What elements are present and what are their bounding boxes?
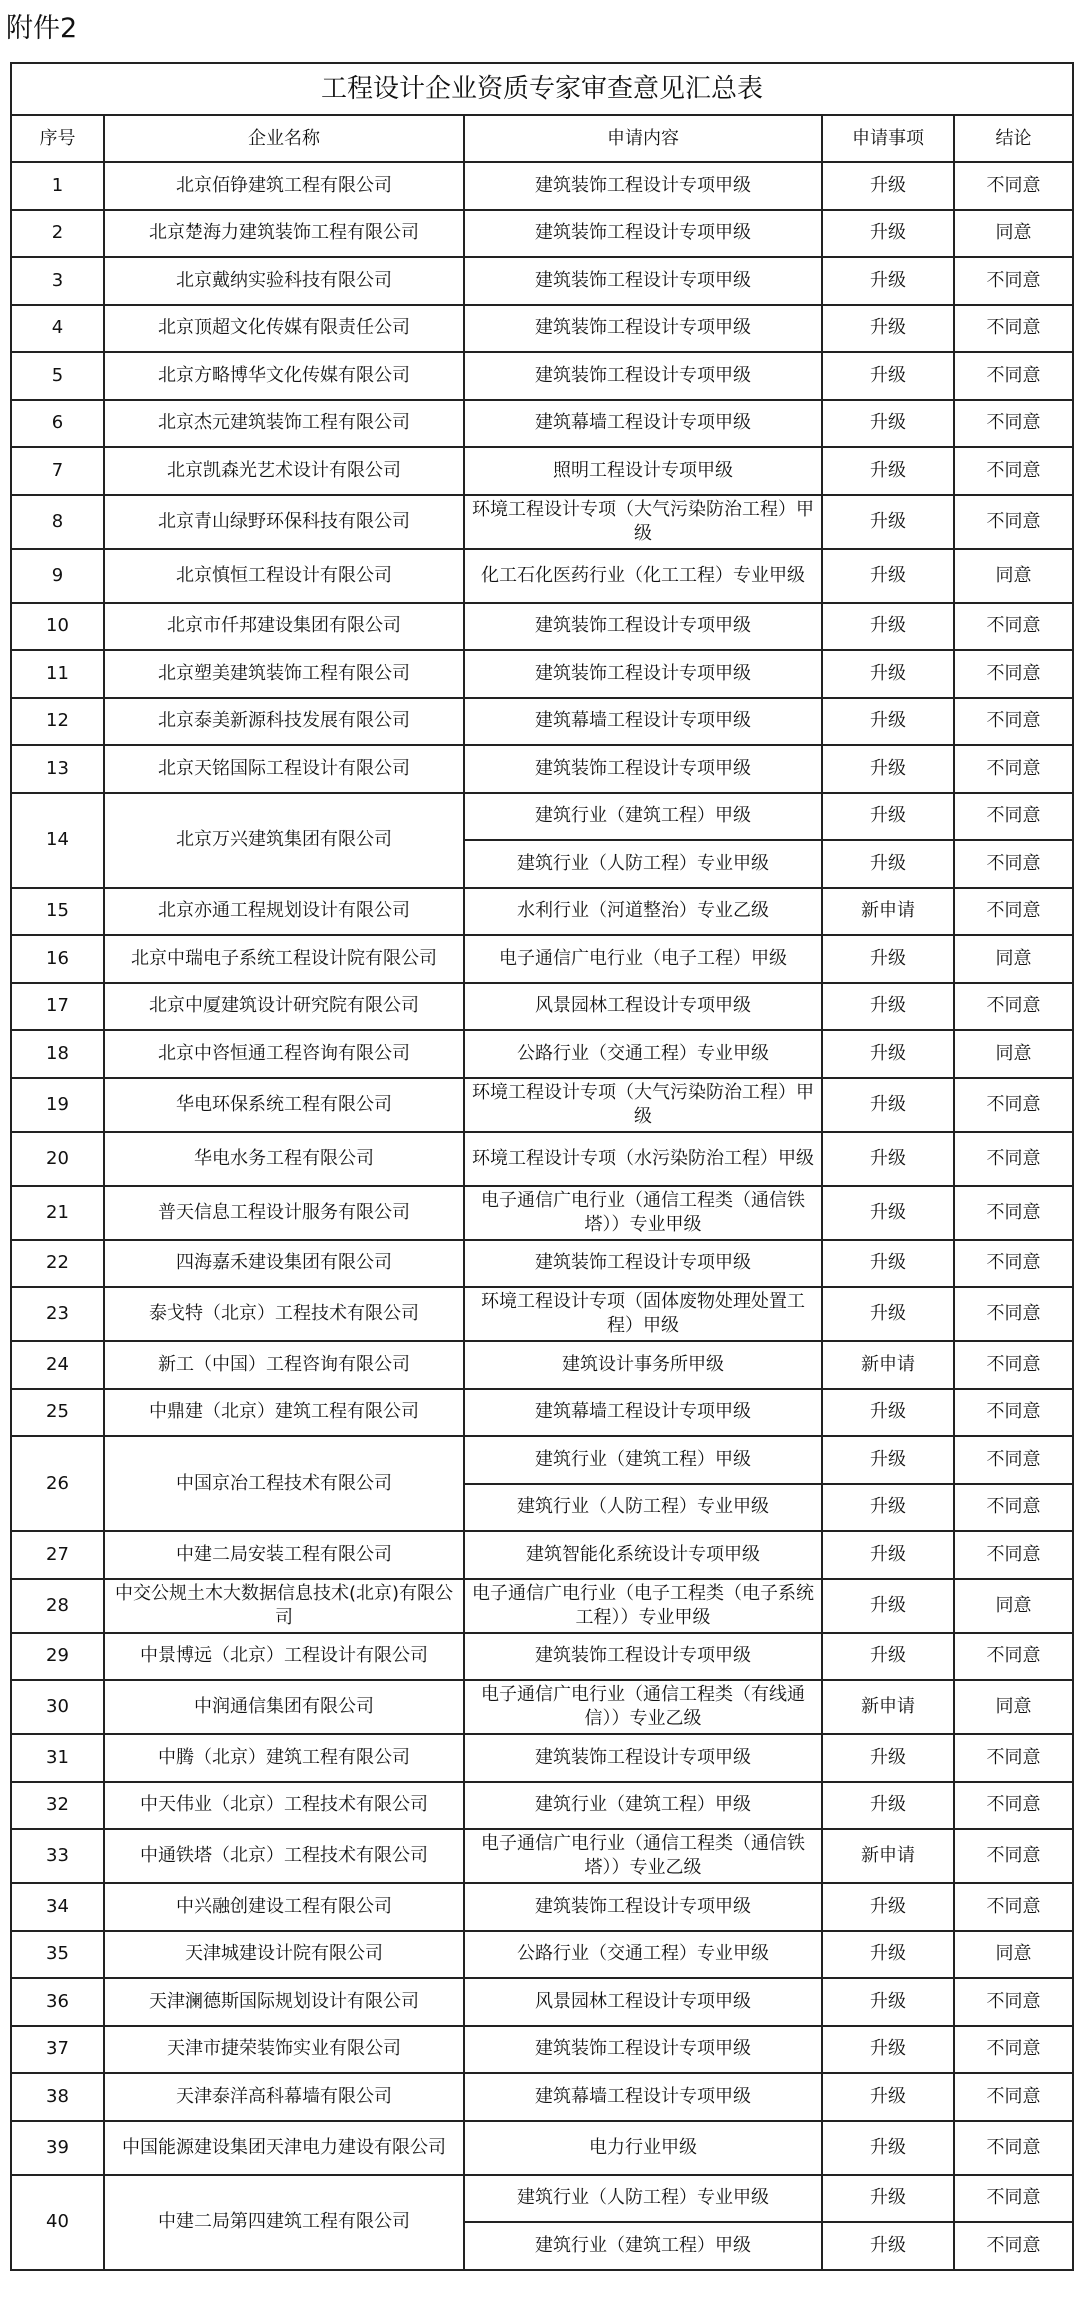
table-row bbox=[11, 603, 1073, 651]
table-row bbox=[11, 698, 1073, 746]
application-matter: 升级 bbox=[822, 305, 954, 353]
row-number: 13 bbox=[11, 745, 104, 793]
annex-label: 附件2 bbox=[6, 13, 78, 44]
application-matter: 新申请 bbox=[822, 888, 954, 936]
table-row bbox=[11, 447, 1073, 495]
company-name: 北京戴纳实验科技有限公司 bbox=[104, 257, 464, 305]
application-matter: 升级 bbox=[822, 257, 954, 305]
row-number: 31 bbox=[11, 1734, 104, 1782]
application-content: 建筑装饰工程设计专项甲级 bbox=[464, 650, 822, 698]
application-matter: 升级 bbox=[822, 352, 954, 400]
review-conclusion: 不同意 bbox=[954, 793, 1073, 841]
header-no: 序号 bbox=[11, 115, 104, 162]
application-matter: 升级 bbox=[822, 1734, 954, 1782]
application-content: 环境工程设计专项（固体废物处理处置工程）甲级 bbox=[464, 1287, 822, 1341]
row-number: 6 bbox=[11, 400, 104, 448]
table-row bbox=[11, 549, 1073, 603]
application-content: 电力行业甲级 bbox=[464, 2121, 822, 2175]
application-content: 建筑装饰工程设计专项甲级 bbox=[464, 257, 822, 305]
table-row bbox=[11, 935, 1073, 983]
application-matter: 升级 bbox=[822, 1484, 954, 1532]
table-row bbox=[11, 257, 1073, 305]
application-content: 风景园林工程设计专项甲级 bbox=[464, 1978, 822, 2026]
application-content: 建筑装饰工程设计专项甲级 bbox=[464, 352, 822, 400]
review-conclusion: 同意 bbox=[954, 1030, 1073, 1078]
application-content: 建筑装饰工程设计专项甲级 bbox=[464, 1883, 822, 1931]
row-number: 36 bbox=[11, 1978, 104, 2026]
application-matter: 升级 bbox=[822, 1579, 954, 1633]
review-conclusion: 不同意 bbox=[954, 745, 1073, 793]
company-name: 中建二局第四建筑工程有限公司 bbox=[104, 2175, 464, 2270]
application-matter: 升级 bbox=[822, 1186, 954, 1240]
company-name: 中建二局安装工程有限公司 bbox=[104, 1531, 464, 1579]
application-matter: 升级 bbox=[822, 1531, 954, 1579]
table-row bbox=[11, 162, 1073, 210]
review-conclusion: 不同意 bbox=[954, 305, 1073, 353]
row-number: 25 bbox=[11, 1389, 104, 1437]
application-matter: 升级 bbox=[822, 210, 954, 258]
review-conclusion: 不同意 bbox=[954, 1389, 1073, 1437]
company-name: 天津城建设计院有限公司 bbox=[104, 1931, 464, 1979]
table-row bbox=[11, 1389, 1073, 1437]
table-row bbox=[11, 1030, 1073, 1078]
table-row bbox=[11, 1579, 1073, 1633]
application-content: 建筑行业（建筑工程）甲级 bbox=[464, 793, 822, 841]
review-conclusion: 不同意 bbox=[954, 495, 1073, 549]
review-conclusion: 不同意 bbox=[954, 698, 1073, 746]
company-name: 北京慎恒工程设计有限公司 bbox=[104, 549, 464, 603]
application-content: 电子通信广电行业（通信工程类（通信铁塔））专业甲级 bbox=[464, 1186, 822, 1240]
application-matter: 升级 bbox=[822, 2026, 954, 2074]
review-conclusion: 不同意 bbox=[954, 1782, 1073, 1830]
application-matter: 升级 bbox=[822, 1030, 954, 1078]
application-matter: 升级 bbox=[822, 1782, 954, 1830]
review-conclusion: 不同意 bbox=[954, 2222, 1073, 2270]
row-number: 12 bbox=[11, 698, 104, 746]
application-content: 公路行业（交通工程）专业甲级 bbox=[464, 1030, 822, 1078]
table-row bbox=[11, 888, 1073, 936]
application-content: 建筑设计事务所甲级 bbox=[464, 1341, 822, 1389]
application-matter: 升级 bbox=[822, 162, 954, 210]
application-content: 建筑装饰工程设计专项甲级 bbox=[464, 1240, 822, 1288]
application-content: 建筑装饰工程设计专项甲级 bbox=[464, 603, 822, 651]
company-name: 北京塑美建筑装饰工程有限公司 bbox=[104, 650, 464, 698]
table-row bbox=[11, 210, 1073, 258]
table-row bbox=[11, 983, 1073, 1031]
table-row bbox=[11, 2121, 1073, 2175]
application-matter: 升级 bbox=[822, 1931, 954, 1979]
application-content: 建筑装饰工程设计专项甲级 bbox=[464, 210, 822, 258]
row-number: 34 bbox=[11, 1883, 104, 1931]
review-conclusion: 同意 bbox=[954, 549, 1073, 603]
review-conclusion: 不同意 bbox=[954, 257, 1073, 305]
table-row bbox=[11, 400, 1073, 448]
company-name: 北京佰铮建筑工程有限公司 bbox=[104, 162, 464, 210]
review-conclusion: 不同意 bbox=[954, 352, 1073, 400]
row-number: 23 bbox=[11, 1287, 104, 1341]
row-number: 14 bbox=[11, 793, 104, 888]
row-number: 40 bbox=[11, 2175, 104, 2270]
table-row bbox=[11, 1734, 1073, 1782]
row-number: 20 bbox=[11, 1132, 104, 1186]
review-conclusion: 同意 bbox=[954, 1579, 1073, 1633]
review-conclusion: 不同意 bbox=[954, 1829, 1073, 1883]
row-number: 9 bbox=[11, 549, 104, 603]
application-matter: 升级 bbox=[822, 935, 954, 983]
table-row bbox=[11, 1680, 1073, 1734]
application-matter: 升级 bbox=[822, 1883, 954, 1931]
company-name: 北京市仟邦建设集团有限公司 bbox=[104, 603, 464, 651]
review-conclusion: 同意 bbox=[954, 1680, 1073, 1734]
row-number: 35 bbox=[11, 1931, 104, 1979]
review-conclusion: 不同意 bbox=[954, 1186, 1073, 1240]
row-number: 38 bbox=[11, 2073, 104, 2121]
application-content: 建筑行业（建筑工程）甲级 bbox=[464, 1782, 822, 1830]
application-content: 电子通信广电行业（通信工程类（有线通信））专业乙级 bbox=[464, 1680, 822, 1734]
application-content: 公路行业（交通工程）专业甲级 bbox=[464, 1931, 822, 1979]
application-matter: 升级 bbox=[822, 1132, 954, 1186]
application-content: 环境工程设计专项（大气污染防治工程）甲级 bbox=[464, 495, 822, 549]
company-name: 华电水务工程有限公司 bbox=[104, 1132, 464, 1186]
application-matter: 升级 bbox=[822, 2121, 954, 2175]
header-company: 企业名称 bbox=[104, 115, 464, 162]
table-title: 工程设计企业资质专家审查意见汇总表 bbox=[11, 63, 1073, 115]
application-content: 电子通信广电行业（通信工程类（通信铁塔））专业乙级 bbox=[464, 1829, 822, 1883]
application-matter: 升级 bbox=[822, 400, 954, 448]
application-content: 环境工程设计专项（水污染防治工程）甲级 bbox=[464, 1132, 822, 1186]
review-conclusion: 不同意 bbox=[954, 650, 1073, 698]
header-result: 结论 bbox=[954, 115, 1073, 162]
row-number: 29 bbox=[11, 1633, 104, 1681]
company-name: 四海嘉禾建设集团有限公司 bbox=[104, 1240, 464, 1288]
table-row bbox=[11, 1078, 1073, 1132]
header-content: 申请内容 bbox=[464, 115, 822, 162]
row-number: 15 bbox=[11, 888, 104, 936]
review-conclusion: 同意 bbox=[954, 935, 1073, 983]
company-name: 中通铁塔（北京）工程技术有限公司 bbox=[104, 1829, 464, 1883]
row-number: 32 bbox=[11, 1782, 104, 1830]
company-name: 北京方略博华文化传媒有限公司 bbox=[104, 352, 464, 400]
row-number: 11 bbox=[11, 650, 104, 698]
company-name: 北京杰元建筑装饰工程有限公司 bbox=[104, 400, 464, 448]
application-matter: 升级 bbox=[822, 1287, 954, 1341]
company-name: 北京天铭国际工程设计有限公司 bbox=[104, 745, 464, 793]
row-number: 24 bbox=[11, 1341, 104, 1389]
company-name: 天津市捷荣装饰实业有限公司 bbox=[104, 2026, 464, 2074]
application-content: 电子通信广电行业（电子工程）甲级 bbox=[464, 935, 822, 983]
company-name: 中鼎建（北京）建筑工程有限公司 bbox=[104, 1389, 464, 1437]
application-content: 建筑装饰工程设计专项甲级 bbox=[464, 162, 822, 210]
application-matter: 升级 bbox=[822, 745, 954, 793]
company-name: 北京凯森光艺术设计有限公司 bbox=[104, 447, 464, 495]
application-content: 电子通信广电行业（电子工程类（电子系统工程））专业甲级 bbox=[464, 1579, 822, 1633]
company-name: 北京中瑞电子系统工程设计院有限公司 bbox=[104, 935, 464, 983]
company-name: 中润通信集团有限公司 bbox=[104, 1680, 464, 1734]
company-name: 北京亦通工程规划设计有限公司 bbox=[104, 888, 464, 936]
company-name: 中景博远（北京）工程设计有限公司 bbox=[104, 1633, 464, 1681]
table-row bbox=[11, 1978, 1073, 2026]
row-number: 10 bbox=[11, 603, 104, 651]
application-content: 建筑幕墙工程设计专项甲级 bbox=[464, 1389, 822, 1437]
row-number: 22 bbox=[11, 1240, 104, 1288]
table-row bbox=[11, 1531, 1073, 1579]
table-row bbox=[11, 1782, 1073, 1830]
table-row bbox=[11, 352, 1073, 400]
review-conclusion: 不同意 bbox=[954, 1978, 1073, 2026]
review-conclusion: 不同意 bbox=[954, 1484, 1073, 1532]
application-content: 建筑行业（建筑工程）甲级 bbox=[464, 1436, 822, 1484]
company-name: 北京楚海力建筑装饰工程有限公司 bbox=[104, 210, 464, 258]
review-conclusion: 同意 bbox=[954, 1931, 1073, 1979]
row-number: 7 bbox=[11, 447, 104, 495]
company-name: 新工（中国）工程咨询有限公司 bbox=[104, 1341, 464, 1389]
application-matter: 新申请 bbox=[822, 1680, 954, 1734]
row-number: 28 bbox=[11, 1579, 104, 1633]
application-matter: 升级 bbox=[822, 1436, 954, 1484]
review-conclusion: 不同意 bbox=[954, 162, 1073, 210]
review-conclusion: 不同意 bbox=[954, 400, 1073, 448]
application-matter: 升级 bbox=[822, 1078, 954, 1132]
review-conclusion: 同意 bbox=[954, 210, 1073, 258]
company-name: 中天伟业（北京）工程技术有限公司 bbox=[104, 1782, 464, 1830]
application-matter: 升级 bbox=[822, 495, 954, 549]
company-name: 中交公规土木大数据信息技术(北京)有限公司 bbox=[104, 1579, 464, 1633]
review-conclusion: 不同意 bbox=[954, 1531, 1073, 1579]
row-number: 17 bbox=[11, 983, 104, 1031]
row-number: 1 bbox=[11, 162, 104, 210]
table-row bbox=[11, 1287, 1073, 1341]
row-number: 18 bbox=[11, 1030, 104, 1078]
application-content: 建筑装饰工程设计专项甲级 bbox=[464, 745, 822, 793]
table-row bbox=[11, 2073, 1073, 2121]
application-matter: 升级 bbox=[822, 2175, 954, 2223]
company-name: 北京顶超文化传媒有限责任公司 bbox=[104, 305, 464, 353]
application-content: 建筑装饰工程设计专项甲级 bbox=[464, 305, 822, 353]
application-matter: 升级 bbox=[822, 2222, 954, 2270]
review-conclusion: 不同意 bbox=[954, 603, 1073, 651]
application-matter: 升级 bbox=[822, 650, 954, 698]
application-content: 建筑幕墙工程设计专项甲级 bbox=[464, 698, 822, 746]
company-name: 中国京冶工程技术有限公司 bbox=[104, 1436, 464, 1531]
row-number: 37 bbox=[11, 2026, 104, 2074]
table-row bbox=[11, 1132, 1073, 1186]
application-matter: 新申请 bbox=[822, 1829, 954, 1883]
table-row bbox=[11, 793, 1073, 841]
row-number: 8 bbox=[11, 495, 104, 549]
table-row bbox=[11, 495, 1073, 549]
company-name: 北京万兴建筑集团有限公司 bbox=[104, 793, 464, 888]
application-content: 建筑装饰工程设计专项甲级 bbox=[464, 2026, 822, 2074]
review-conclusion: 不同意 bbox=[954, 2175, 1073, 2223]
table-row bbox=[11, 745, 1073, 793]
application-content: 风景园林工程设计专项甲级 bbox=[464, 983, 822, 1031]
company-name: 泰戈特（北京）工程技术有限公司 bbox=[104, 1287, 464, 1341]
company-name: 北京青山绿野环保科技有限公司 bbox=[104, 495, 464, 549]
row-number: 33 bbox=[11, 1829, 104, 1883]
review-conclusion: 不同意 bbox=[954, 1633, 1073, 1681]
table-row bbox=[11, 1240, 1073, 1288]
company-name: 北京泰美新源科技发展有限公司 bbox=[104, 698, 464, 746]
table-row bbox=[11, 1829, 1073, 1883]
row-number: 39 bbox=[11, 2121, 104, 2175]
row-number: 26 bbox=[11, 1436, 104, 1531]
table-row bbox=[11, 1436, 1073, 1484]
row-number: 3 bbox=[11, 257, 104, 305]
review-conclusion: 不同意 bbox=[954, 1436, 1073, 1484]
review-conclusion: 不同意 bbox=[954, 1287, 1073, 1341]
application-content: 建筑幕墙工程设计专项甲级 bbox=[464, 2073, 822, 2121]
application-matter: 升级 bbox=[822, 447, 954, 495]
company-name: 中腾（北京）建筑工程有限公司 bbox=[104, 1734, 464, 1782]
application-content: 建筑智能化系统设计专项甲级 bbox=[464, 1531, 822, 1579]
company-name: 普天信息工程设计服务有限公司 bbox=[104, 1186, 464, 1240]
application-content: 建筑行业（建筑工程）甲级 bbox=[464, 2222, 822, 2270]
review-conclusion: 不同意 bbox=[954, 1883, 1073, 1931]
review-conclusion: 不同意 bbox=[954, 1240, 1073, 1288]
review-summary-table bbox=[10, 62, 1074, 2271]
application-content: 建筑装饰工程设计专项甲级 bbox=[464, 1734, 822, 1782]
table-row bbox=[11, 650, 1073, 698]
review-conclusion: 不同意 bbox=[954, 983, 1073, 1031]
review-conclusion: 不同意 bbox=[954, 2073, 1073, 2121]
application-content: 建筑行业（人防工程）专业甲级 bbox=[464, 840, 822, 888]
header-matter: 申请事项 bbox=[822, 115, 954, 162]
review-conclusion: 不同意 bbox=[954, 2026, 1073, 2074]
review-conclusion: 不同意 bbox=[954, 447, 1073, 495]
application-content: 建筑行业（人防工程）专业甲级 bbox=[464, 1484, 822, 1532]
application-matter: 升级 bbox=[822, 1240, 954, 1288]
table-row bbox=[11, 1341, 1073, 1389]
row-number: 30 bbox=[11, 1680, 104, 1734]
application-content: 建筑幕墙工程设计专项甲级 bbox=[464, 400, 822, 448]
table-row bbox=[11, 2175, 1073, 2223]
table-row bbox=[11, 305, 1073, 353]
application-matter: 升级 bbox=[822, 983, 954, 1031]
row-number: 2 bbox=[11, 210, 104, 258]
row-number: 27 bbox=[11, 1531, 104, 1579]
table-row bbox=[11, 1186, 1073, 1240]
review-conclusion: 不同意 bbox=[954, 1341, 1073, 1389]
application-content: 照明工程设计专项甲级 bbox=[464, 447, 822, 495]
application-content: 建筑装饰工程设计专项甲级 bbox=[464, 1633, 822, 1681]
application-matter: 升级 bbox=[822, 2073, 954, 2121]
application-matter: 升级 bbox=[822, 793, 954, 841]
application-content: 化工石化医药行业（化工工程）专业甲级 bbox=[464, 549, 822, 603]
review-conclusion: 不同意 bbox=[954, 1132, 1073, 1186]
table-body bbox=[11, 162, 1073, 2270]
table-row bbox=[11, 1883, 1073, 1931]
table-row bbox=[11, 1633, 1073, 1681]
application-content: 水利行业（河道整治）专业乙级 bbox=[464, 888, 822, 936]
company-name: 天津澜德斯国际规划设计有限公司 bbox=[104, 1978, 464, 2026]
review-conclusion: 不同意 bbox=[954, 1734, 1073, 1782]
application-matter: 升级 bbox=[822, 840, 954, 888]
review-conclusion: 不同意 bbox=[954, 840, 1073, 888]
row-number: 16 bbox=[11, 935, 104, 983]
row-number: 19 bbox=[11, 1078, 104, 1132]
application-matter: 升级 bbox=[822, 1389, 954, 1437]
review-conclusion: 不同意 bbox=[954, 888, 1073, 936]
company-name: 天津泰洋高科幕墙有限公司 bbox=[104, 2073, 464, 2121]
table-row bbox=[11, 2026, 1073, 2074]
application-matter: 升级 bbox=[822, 698, 954, 746]
row-number: 5 bbox=[11, 352, 104, 400]
application-matter: 升级 bbox=[822, 603, 954, 651]
application-matter: 升级 bbox=[822, 1633, 954, 1681]
table-header-row bbox=[11, 115, 1073, 162]
row-number: 21 bbox=[11, 1186, 104, 1240]
application-matter: 升级 bbox=[822, 549, 954, 603]
application-matter: 升级 bbox=[822, 1978, 954, 2026]
row-number: 4 bbox=[11, 305, 104, 353]
company-name: 中国能源建设集团天津电力建设有限公司 bbox=[104, 2121, 464, 2175]
company-name: 华电环保系统工程有限公司 bbox=[104, 1078, 464, 1132]
company-name: 北京中厦建筑设计研究院有限公司 bbox=[104, 983, 464, 1031]
company-name: 中兴融创建设工程有限公司 bbox=[104, 1883, 464, 1931]
review-conclusion: 不同意 bbox=[954, 2121, 1073, 2175]
company-name: 北京中咨恒通工程咨询有限公司 bbox=[104, 1030, 464, 1078]
application-matter: 新申请 bbox=[822, 1341, 954, 1389]
application-content: 环境工程设计专项（大气污染防治工程）甲级 bbox=[464, 1078, 822, 1132]
table-row bbox=[11, 1931, 1073, 1979]
application-content: 建筑行业（人防工程）专业甲级 bbox=[464, 2175, 822, 2223]
review-conclusion: 不同意 bbox=[954, 1078, 1073, 1132]
